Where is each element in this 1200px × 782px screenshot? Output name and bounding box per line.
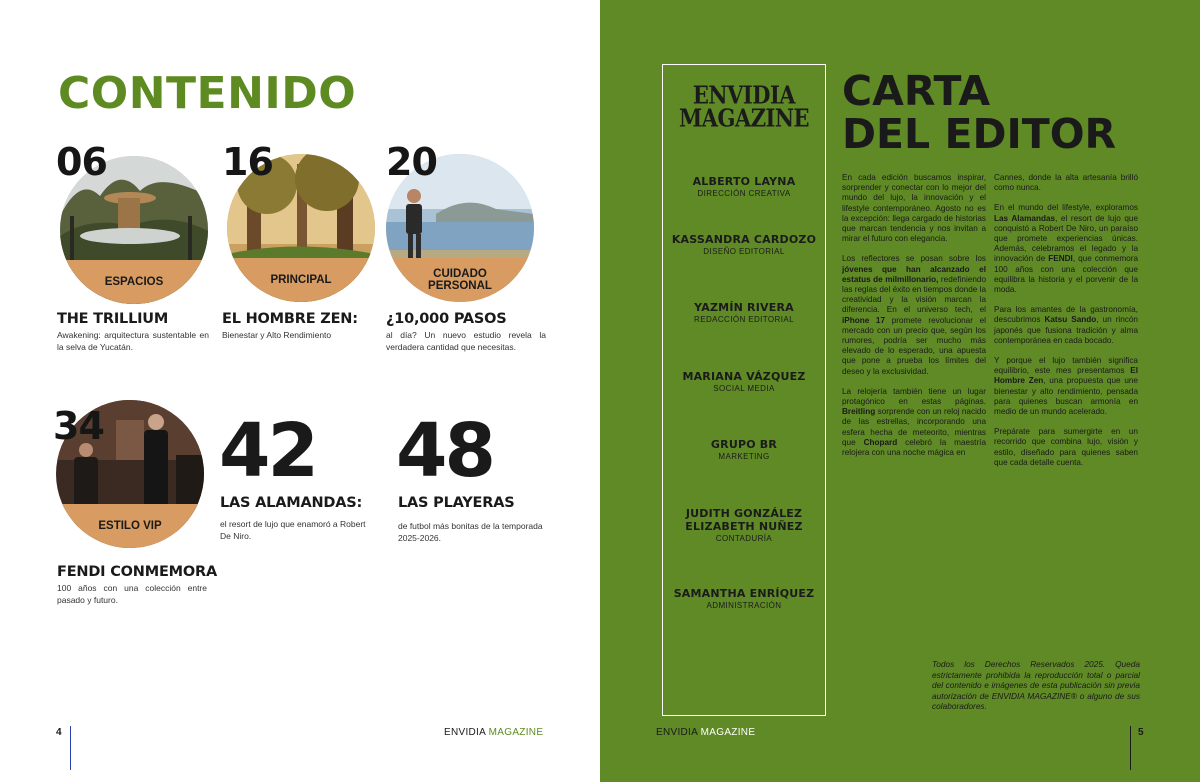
rights-notice: Todos los Derechos Reservados 2025. Queda estrictamente prohibida la reproducción total o parcial del contenido e imágenes de esta publicación sin previa autorización de ENVIDIA MAGAZINE® o alguno de sus colaboradores. (932, 659, 1140, 711)
letter-column-1 (842, 173, 986, 468)
staff-entry (663, 438, 825, 461)
text-run: , el resort de lujo que conquistó a Robert De Niro, un paraíso que promete experiencias únicas. Además, celebramos el legado y la innovación de (994, 213, 1138, 264)
title-line-2: DEL EDITOR (842, 110, 1117, 158)
text-run: promete revolucionar el mercado con un precio que, según los rumores, podría ser mucho más elevado de lo esperado, una apuesta que pone a prueba los límites del deseo y la exclusividad. (842, 315, 986, 376)
staff-role: ADMINISTRACIÓN (706, 601, 782, 610)
footer-brand-envidia: ENVIDIA (444, 727, 486, 738)
text-run-bold: El Hombre Zen (994, 366, 1138, 386)
page-number-big: 42 (219, 408, 316, 494)
text-run: En el mundo del lifestyle, exploramos (994, 203, 1138, 213)
logo-line-1: ENVIDIA (692, 80, 796, 110)
contents-heading: ¿10,000 PASOS (386, 311, 507, 327)
staff-name: SAMANTHA ENRÍQUEZ (673, 587, 815, 600)
page-number-label: 16 (222, 140, 273, 184)
letter-column-2 (994, 173, 1138, 478)
contents-description: Bienestar y Alto Rendimiento (222, 330, 332, 340)
envidia-magazine-logo (663, 80, 825, 133)
footer-brand-magazine: MAGAZINE (700, 727, 756, 738)
staff-entry (663, 233, 825, 256)
contents-description: 100 años con una colección entre pasado y futuro. (57, 583, 207, 605)
text-run-bold: Las Alamandas (994, 213, 1056, 223)
staff-name: JUDITH GONZÁLEZ (685, 507, 803, 520)
text-run: La relojería también tiene un lugar protagónico en estas páginas. (842, 386, 986, 407)
masthead (662, 64, 826, 716)
text-run: Para los amantes de la gastronomía, descubrimos (994, 305, 1138, 325)
text-run-bold: jóvenes que han alcanzado el estatus de milmillonario, (842, 264, 986, 284)
staff-name: ELIZABETH NUÑEZ (685, 520, 803, 533)
footer-divider (70, 726, 71, 770)
text-run: celebró la maestría relojera con una noche mágica en (842, 437, 986, 458)
contents-label-band: ESTILO VIP (56, 504, 204, 548)
contents-heading: LAS ALAMANDAS: (220, 495, 363, 511)
page-number-label: 06 (56, 140, 107, 184)
staff-name: GRUPO BR (710, 438, 778, 451)
text-run: , una propuesta que une bienestar y alto rendimiento, pensada para quienes buscan armonía en medio de un mundo acelerado. (994, 376, 1138, 417)
text-run-bold: Katsu Sando (1044, 315, 1097, 325)
text-run-bold: Breitling (842, 407, 876, 417)
page-number: 4 (56, 727, 62, 738)
staff-role: MARKETING (718, 452, 770, 461)
text-run: , que conmemora 100 años con una colección que equilibra la historia y el porvenir de la moda. (994, 254, 1138, 295)
editor-letter-title (842, 67, 1117, 158)
footer-divider (1130, 726, 1131, 770)
contents-heading: FENDI CONMEMORA (57, 564, 218, 580)
page-number-big: 48 (396, 408, 493, 494)
contents-label-band: ESPACIOS (60, 260, 208, 304)
letter-paragraph (842, 254, 986, 376)
logo-line-2: MAGAZINE (678, 103, 810, 133)
staff-role: CONTADURÍA (715, 534, 773, 543)
staff-role: REDACCIÓN EDITORIAL (694, 315, 794, 324)
letter-paragraph (994, 305, 1138, 346)
staff-name: KASSANDRA CARDOZO (671, 233, 817, 246)
footer-brand (656, 727, 755, 738)
page-number: 5 (1138, 727, 1144, 738)
contents-label-band: PRINCIPAL (227, 258, 375, 302)
staff-entry (663, 301, 825, 324)
page-number-label: 20 (386, 140, 437, 184)
contents-description: el resort de lujo que enamoró a Robert De Niro. (220, 519, 366, 541)
contents-heading: LAS PLAYERAS (398, 495, 515, 511)
staff-name: YAZMÍN RIVERA (694, 301, 794, 314)
staff-name: MARIANA VÁZQUEZ (682, 370, 806, 383)
letter-paragraph: Prepárate para sumergirte en un recorrido que combina lujo, visión y estilo, diseñado para quienes saben que cada detalle cuenta. (994, 427, 1138, 467)
letter-paragraph (994, 203, 1138, 295)
footer-brand (444, 727, 543, 738)
staff-name: ALBERTO LAYNA (692, 175, 796, 188)
contents-heading: THE TRILLIUM (57, 311, 169, 327)
footer-brand-magazine: MAGAZINE (488, 727, 544, 738)
text-run-bold: FENDI (1048, 254, 1073, 264)
editor-page (600, 0, 1200, 782)
letter-paragraph (842, 387, 986, 458)
text-run: redefiniendo las reglas del éxito en tiempos donde la creatividad y la visión marcan la diferencia. En el universo tech, el (842, 274, 986, 315)
letter-paragraph: En cada edición buscamos inspirar, sorprender y conectar con lo mejor del mundo del lujo, la innovación y el lifestyle contemporáneo. Agosto no es la excepción: llega cargado de historias que marcan tendencia y nos invitan a mirar el futuro con elegancia. (842, 173, 986, 244)
staff-entry (663, 587, 825, 610)
staff-entry (663, 507, 825, 543)
page-number-label: 34 (53, 404, 104, 448)
staff-role: DISEÑO EDITORIAL (703, 247, 785, 256)
contents-heading: EL HOMBRE ZEN: (222, 311, 358, 327)
text-run-bold: iPhone 17 (842, 315, 886, 325)
staff-role: SOCIAL MEDIA (713, 384, 775, 393)
staff-entry (663, 175, 825, 198)
staff-role: DIRECCIÓN CREATIVA (697, 189, 791, 198)
text-run: Los reflectores se posan sobre los (842, 254, 986, 264)
letter-paragraph (994, 356, 1138, 417)
text-run: Y porque el lujo también significa equilibrio, este mes presentamos (994, 356, 1138, 376)
text-run-bold: Chopard (863, 437, 898, 447)
text-run: , un rincón japonés que fusiona tradición y alma contemporánea en cada bocado. (994, 315, 1138, 345)
contents-title: CONTENIDO (58, 68, 357, 119)
footer-brand-envidia: ENVIDIA (656, 727, 698, 738)
text-run: sorprende con un reloj nacido de las estrellas, incorporando una esfera hecha de meteorito, mientras que (842, 407, 986, 447)
contents-description: de futbol más bonitas de la temporada 2025-2026. (398, 521, 543, 543)
letter-paragraph: Cannes, donde la alta artesanía brilló como nunca. (994, 173, 1138, 193)
staff-entry (663, 370, 825, 393)
contents-description: al día? Un nuevo estudio revela la verdadera cantidad que necesitas. (386, 330, 546, 352)
title-line-1: CARTA (842, 67, 991, 115)
contents-description: Awakening: arquitectura sustentable en la selva de Yucatán. (57, 330, 209, 352)
contents-label-band: CUIDADO PERSONAL (386, 258, 534, 302)
